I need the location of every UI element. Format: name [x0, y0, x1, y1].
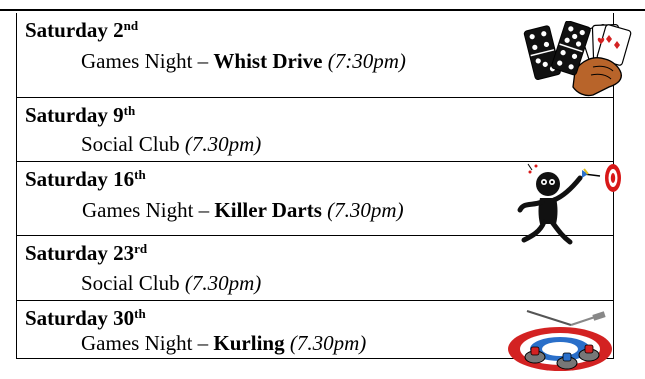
date-suffix: nd	[123, 18, 139, 33]
event-date: Saturday 16th	[25, 167, 146, 191]
event-description: Games Night – Whist Drive (7:30pm)	[81, 49, 406, 73]
date-suffix: rd	[134, 241, 148, 256]
event-time: (7:30pm)	[322, 49, 406, 73]
event-date: Saturday 2nd	[25, 18, 139, 42]
event-row	[17, 98, 613, 162]
event-name: Killer Darts	[214, 198, 322, 222]
top-rule	[0, 9, 645, 11]
event-name: Whist Drive	[213, 49, 323, 73]
date-suffix: th	[134, 306, 146, 321]
event-time: (7.30pm)	[184, 132, 262, 156]
dominoes-cards-icon	[523, 21, 635, 99]
curling-stones-icon	[505, 305, 615, 377]
event-date: Saturday 23rd	[25, 241, 148, 265]
event-description: Social Club (7.30pm)	[81, 271, 262, 295]
event-time: (7.30pm)	[321, 198, 404, 222]
event-name: Kurling	[213, 331, 285, 355]
date-suffix: th	[123, 103, 136, 118]
date-suffix: th	[134, 167, 146, 182]
event-description: Social Club (7.30pm)	[81, 132, 262, 156]
event-description: Games Night – Killer Darts (7.30pm)	[82, 198, 404, 222]
event-time: (7.30pm)	[184, 271, 262, 295]
event-date: Saturday 30th	[25, 306, 146, 330]
event-time: (7.30pm)	[284, 331, 367, 355]
event-date: Saturday 9th	[25, 103, 136, 127]
event-description: Games Night – Kurling (7.30pm)	[81, 331, 367, 355]
darts-player-icon	[510, 160, 625, 246]
